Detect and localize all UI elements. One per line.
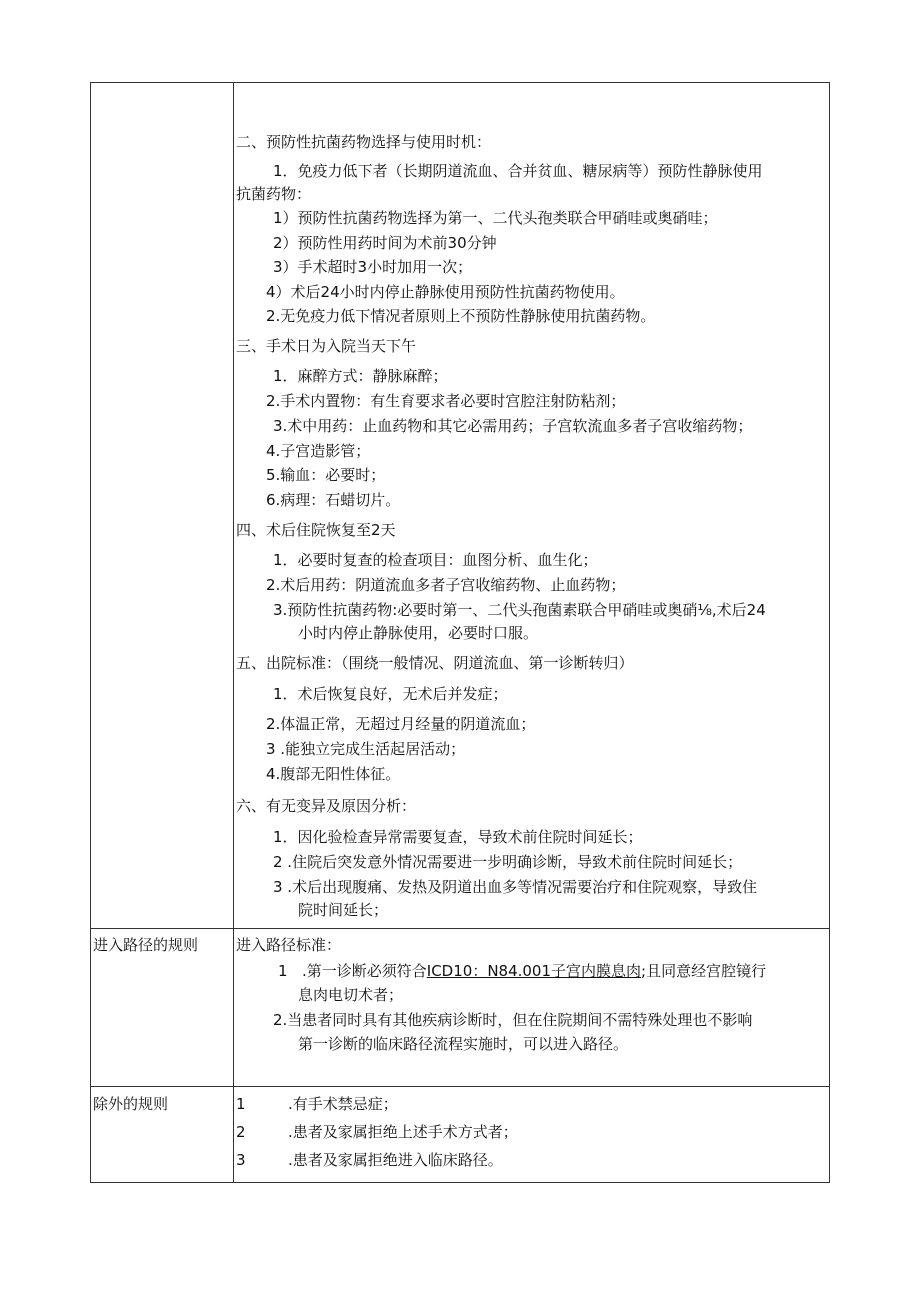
s2-item-1-cont: 抗菌药物： — [236, 185, 312, 203]
row-divider-2 — [91, 1086, 829, 1087]
s4-item-3: 3.预防性抗菌药物:必要时第一、二代头孢菌素联合甲硝哇或奥硝⅛,术后24 — [273, 601, 766, 619]
section-6-title: 六、有无变异及原因分析： — [236, 797, 417, 815]
entry-rules-label: 进入路径的规则 — [93, 936, 199, 954]
s5-item-1: 1．术后恢复良好，无术后并发症； — [273, 685, 508, 703]
section-2-title: 二、预防性抗菌药物选择与使用时机： — [236, 133, 492, 151]
s2-sub-3: 3）手术超时3小时加用一次； — [273, 258, 473, 276]
exclusion-2: .患者及家属拒绝上述手术方式者； — [288, 1123, 518, 1141]
exclusion-1: .有手术禁忌症； — [288, 1095, 398, 1113]
s3-item-3: 3.术中用药：止血药物和其它必需用药；子宫软流血多者子宫收缩药物； — [273, 417, 753, 435]
s2-item-2: 2.无免疫力低下情况者原则上不预防性静脉使用抗菌药物。 — [266, 307, 656, 325]
s2-sub-4: 4）术后24小时内停止静脉使用预防性抗菌药物使用。 — [266, 283, 625, 301]
s2-sub-1: 1）预防性抗菌药物选择为第一、二代头孢类联合甲硝哇或奥硝哇； — [273, 209, 718, 227]
exclusion-2-number: 2 — [236, 1123, 246, 1141]
entry-rule-1-cont: 息肉电切术者； — [298, 986, 404, 1004]
s2-item-1: 1．免疫力低下者（长期阴道流血、合并贫血、糖尿病等）预防性静脉使用 — [273, 162, 763, 180]
icd-code: ICD10：N84.001子宫内膜息肉 — [426, 962, 642, 980]
exclusion-1-number: 1 — [236, 1095, 246, 1113]
section-4-title: 四、术后住院恢复至2天 — [236, 521, 396, 539]
s5-item-3: 3 .能独立完成生活起居活动； — [266, 740, 466, 758]
s6-item-3: 3 .术后出现腹痛、发热及阴道出血多等情况需要治疗和住院观察，导致住 — [273, 878, 758, 896]
s6-item-3-cont: 院时间延长； — [298, 901, 389, 919]
pathway-table — [90, 82, 830, 1183]
entry-rule-2: 2.当患者同时具有其他疾病诊断时，但在住院期间不需特殊处理也不影响 — [273, 1011, 753, 1029]
section-3-title: 三、手术日为入院当天下午 — [236, 337, 417, 355]
exclusion-3-number: 3 — [236, 1151, 246, 1169]
s3-item-5: 5.输血：必要时； — [266, 466, 386, 484]
column-divider — [233, 83, 234, 1182]
entry-rule-1-prefix: .第一诊断必须符合 — [302, 962, 427, 980]
s4-item-1: 1．必要时复查的检查项目：血图分析、血生化； — [273, 551, 598, 569]
s6-item-2: 2 .住院后突发意外情况需要进一步明确诊断，导致术前住院时间延长； — [273, 853, 743, 871]
s4-item-2: 2.术后用药：阴道流血多者子宫收缩药物、止血药物； — [266, 576, 626, 594]
s3-item-6: 6.病理：石蜡切片。 — [266, 491, 401, 509]
s5-item-2: 2.体温正常，无超过月经量的阴道流血； — [266, 715, 536, 733]
entry-title: 进入路径标准： — [236, 936, 342, 954]
entry-rule-1-number: 1 — [278, 962, 288, 980]
entry-rule-1-suffix: ;且同意经宫腔镜行 — [641, 962, 767, 980]
entry-rule-1 — [302, 960, 766, 982]
s3-item-2: 2.手术内置物：有生育要求者必要时宫腔注射防粘剂； — [266, 392, 626, 410]
s4-item-3-cont: 小时内停止静脉使用，必要时口服。 — [298, 624, 539, 642]
s5-item-4: 4.腹部无阳性体征。 — [266, 765, 401, 783]
s2-sub-2: 2）预防性用药时间为术前30分钟 — [273, 234, 497, 252]
exclusion-rules-label: 除外的规则 — [93, 1095, 169, 1113]
exclusion-3: .患者及家属拒绝进入临床路径。 — [288, 1151, 503, 1169]
section-5-title: 五、出院标准：（围绕一般情况、阴道流血、第一诊断转归） — [236, 654, 634, 672]
row-divider-1 — [91, 928, 829, 929]
s3-item-1: 1．麻醉方式：静脉麻醉； — [273, 367, 448, 385]
entry-rule-2-cont: 第一诊断的临床路径流程实施时，可以进入路径。 — [298, 1035, 629, 1053]
s3-item-4: 4.子宫造影管； — [266, 442, 371, 460]
s6-item-1: 1．因化验检查异常需要复查，导致术前住院时间延长； — [273, 828, 643, 846]
